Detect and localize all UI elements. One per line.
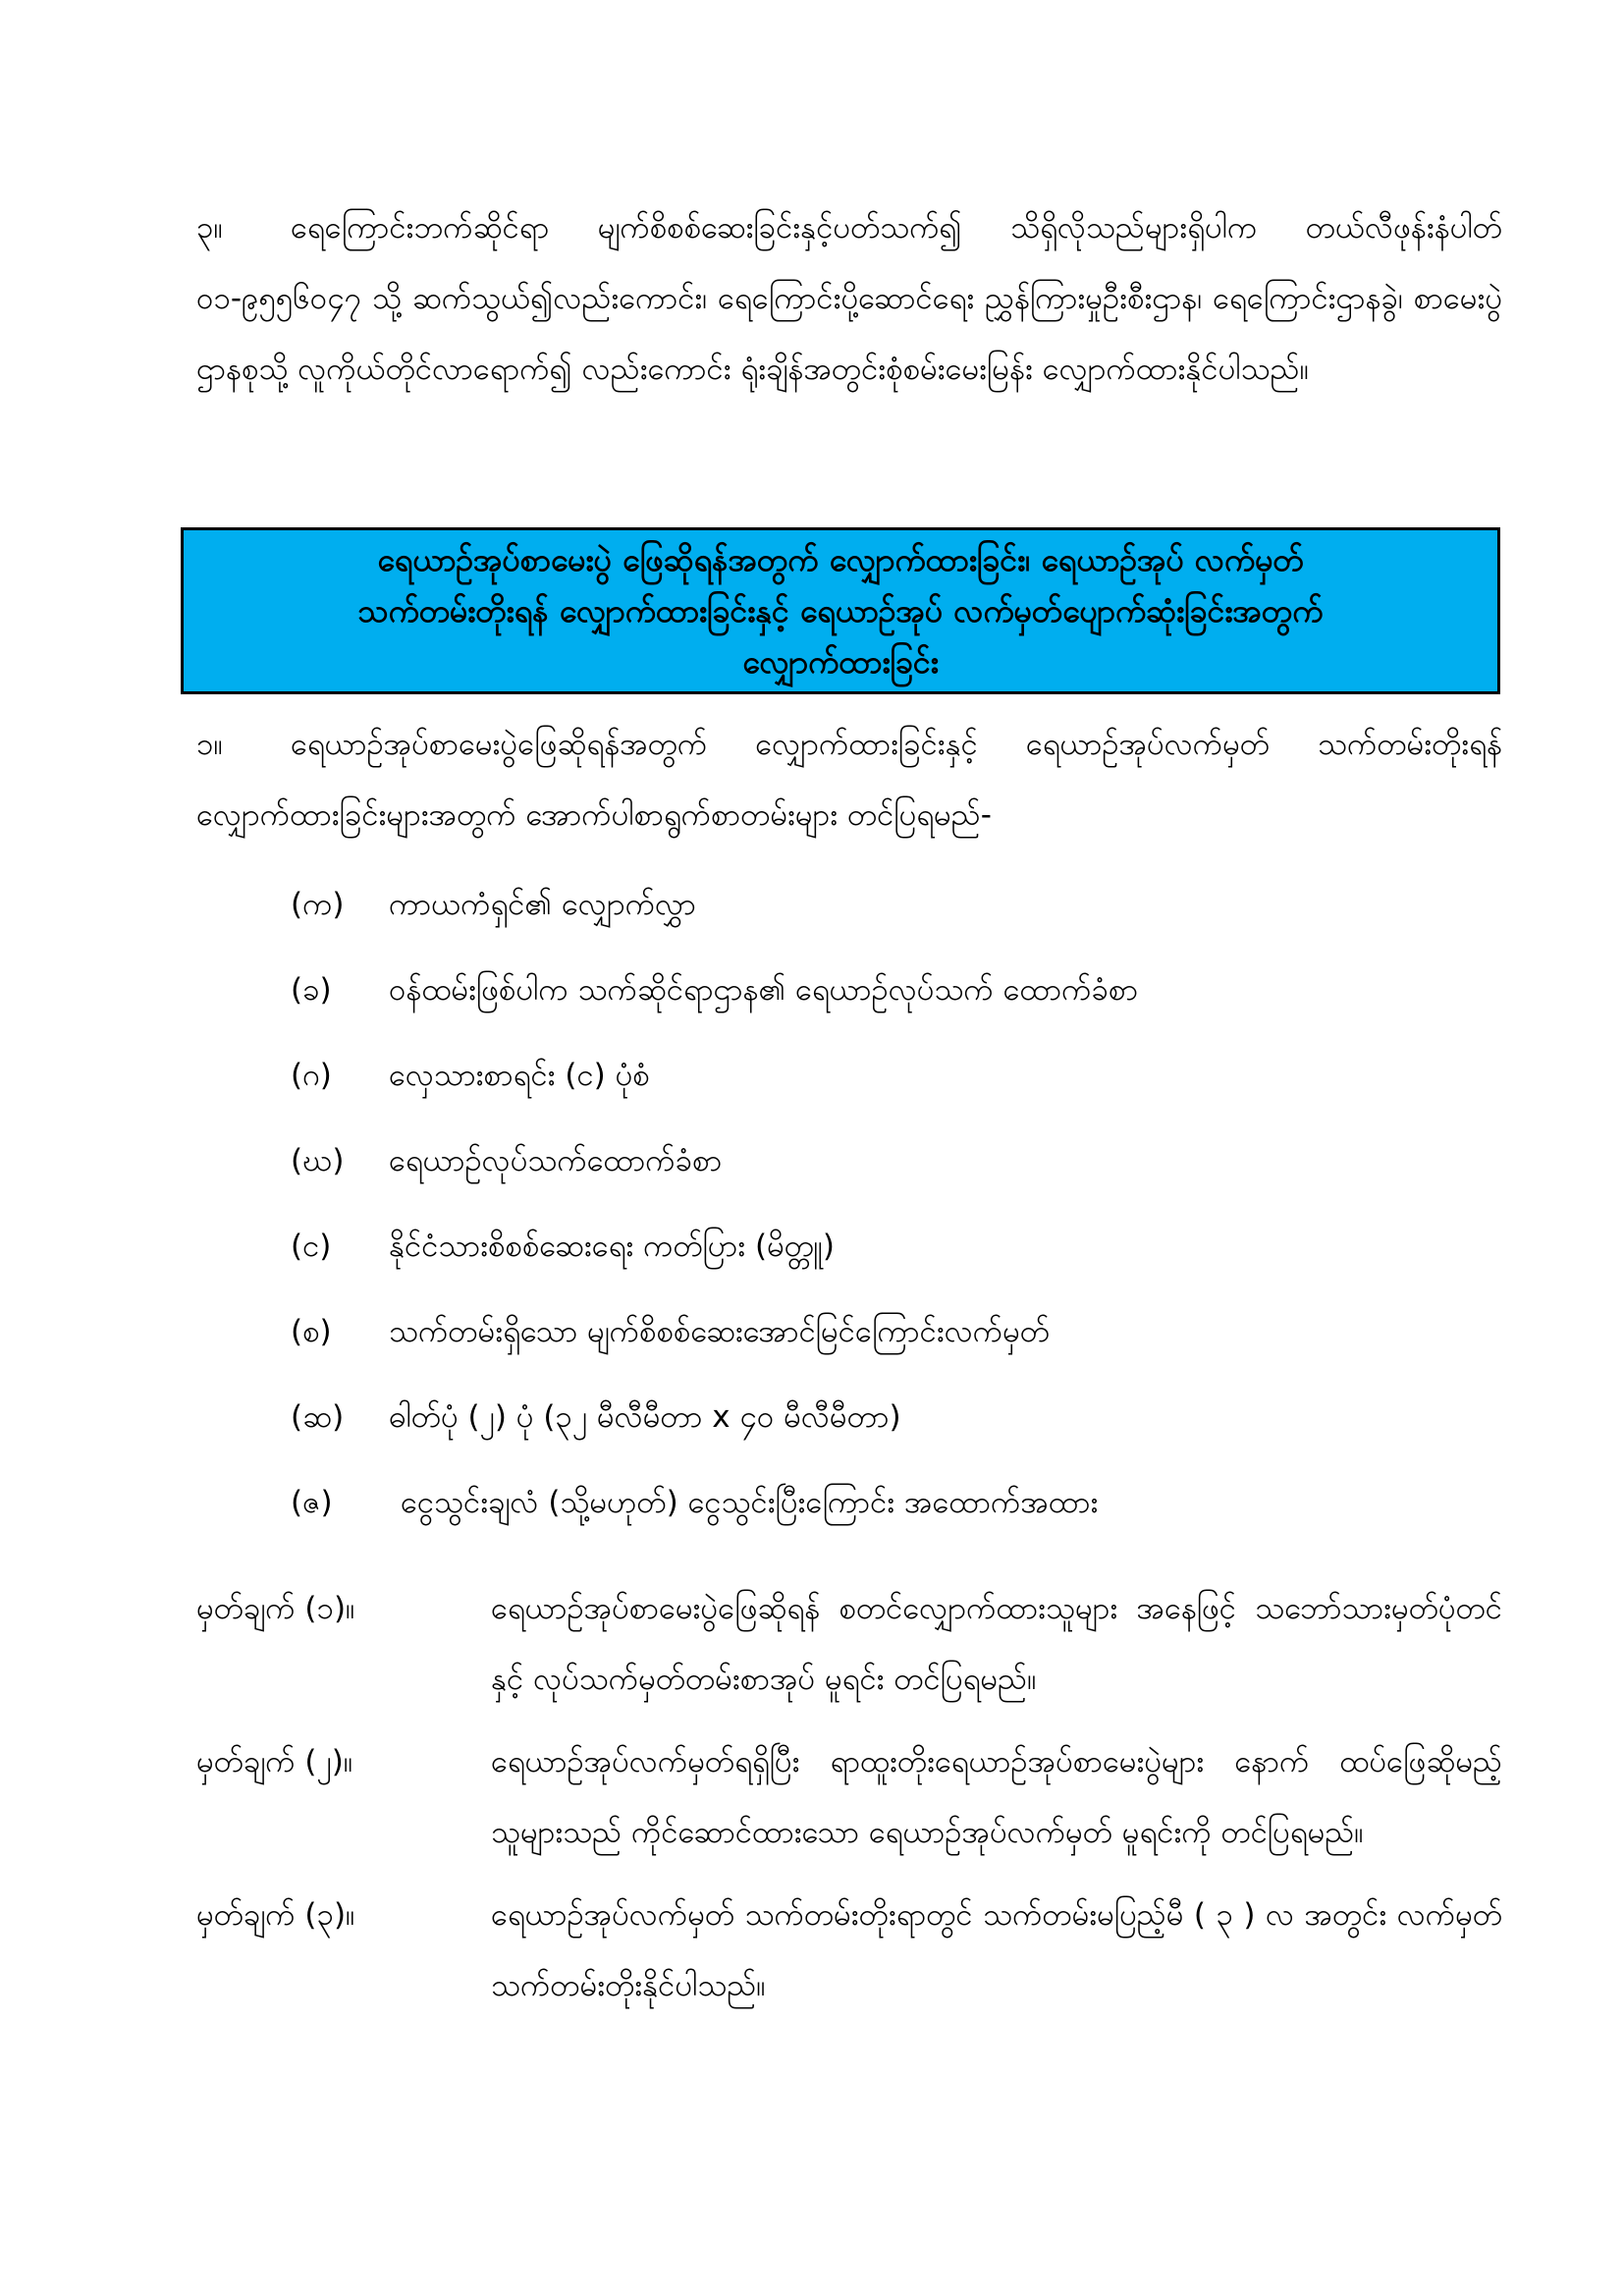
intro-paragraph [196,192,1502,405]
list-item-text: ဓါတ်ပုံ (၂) ပုံ (၃၂ မီလီမီတာ x ၄၀ မီလီမီတာ) [389,1398,901,1435]
note-item [196,1726,1502,1868]
list-marker: (ဂ) [291,1057,332,1093]
list-marker: (ခ) [291,971,332,1008]
note-item [196,1573,1502,1715]
section-heading-box [181,527,1500,694]
list-item-text: နိုင်ငံသားစိစစ်ဆေးရေး ကတ်ပြား (မိတ္တူ) [389,1228,836,1264]
list-item-text: သက်တမ်းရှိသော မျက်စိစစ်ဆေးအောင်မြင်ကြောင်းလက်မှတ် [389,1313,1050,1349]
heading-line-2: သက်တမ်းတိုးရန် လျှောက်ထားခြင်းနှင့် ရေယာဉ်အုပ် လက်မှတ်ပျောက်ဆုံးခြင်းအတွက် [357,592,1324,629]
note-label: မှတ်ချက် (၂)။ [196,1744,353,1779]
list-item-text: ငွေသွင်းချလံ (သို့မဟုတ်) ငွေသွင်းပြီးကြောင်း အထောက်အထား [401,1484,1099,1520]
paragraph-number: ၃။ [196,210,223,246]
list-marker: (က) [291,886,345,922]
list-item [291,1462,1469,1548]
note-label: မှတ်ချက် (၁)။ [196,1591,355,1626]
list-item-text: ဝန်ထမ်းဖြစ်ပါက သက်ဆိုင်ရာဌာန၏ ရေယာဉ်လုပ်သက် ထောက်ခံစာ [389,971,1139,1008]
paragraph-text: ရေယာဉ်အုပ်စာမေးပွဲဖြေဆိုရန်အတွက် လျှောက်ထားခြင်းနှင့် ရေယာဉ်အုပ်လက်မှတ် သက်တမ်းတိုးရန် လျှောက်ထားခြင်းများအတွက် အောက်ပါစာရွက်စာတမ်းများ တင်ပြရမည်- [196,727,1502,833]
note-label: မှတ်ချက် (၃)။ [196,1897,355,1933]
required-documents-list [291,864,1469,1548]
heading-line-1: ရေယာဉ်အုပ်စာမေးပွဲ ဖြေဆိုရန်အတွက် လျှောက်ထားခြင်း၊ ရေယာဉ်အုပ် လက်မှတ် [377,541,1304,578]
heading-line-3: လျှောက်ထားခြင်း [742,643,939,681]
list-marker: (ဇ) [291,1484,333,1520]
list-item [291,1377,1469,1462]
note-item [196,1880,1502,2021]
list-marker: (စ) [291,1313,332,1349]
list-item-text: ရေယာဉ်လုပ်သက်ထောက်ခံစာ [389,1142,723,1178]
list-item [291,864,1469,950]
list-marker: (င) [291,1228,332,1264]
list-item-text: လှေသားစာရင်း (င) ပုံစံ [389,1057,650,1093]
list-item [291,1035,1469,1121]
notes-section [196,1573,1502,2021]
note-text: ရေယာဉ်အုပ်စာမေးပွဲဖြေဆိုရန် စတင်လျှောက်ထားသူများ အနေဖြင့် သဘော်သားမှတ်ပုံတင်နှင့် လုပ်သက်မှတ်တမ်းစာအုပ် မူရင်း တင်ပြရမည်။ [491,1591,1502,1697]
list-item [291,1121,1469,1206]
note-text: ရေယာဉ်အုပ်လက်မှတ် သက်တမ်းတိုးရာတွင် သက်တမ်းမပြည့်မီ ( ၃ ) လ အတွင်း လက်မှတ်သက်တမ်းတိုးနိုင်ပါသည်။ [491,1897,1502,2003]
note-text: ရေယာဉ်အုပ်လက်မှတ်ရရှိပြီး ရာထူးတိုးရေယာဉ်အုပ်စာမေးပွဲများ နောက် ထပ်ဖြေဆိုမည့်သူများသည် ကိုင်ဆောင်ထားသော ရေယာဉ်အုပ်လက်မှတ် မူရင်းကို တင်ပြရမည်။ [491,1744,1502,1850]
paragraph-text: ရေကြောင်းဘက်ဆိုင်ရာ မျက်စိစစ်ဆေးခြင်းနှင့်ပတ်သက်၍ သိရှိလိုသည်များရှိပါက တယ်လီဖုန်းနံပါတ် ၀၁-၉၅၅၆၀၄၇ သို့ ဆက်သွယ်၍လည်းကောင်း၊ ရေကြောင်းပို့ဆောင်ရေး ညွှန်ကြားမှုဦးစီးဌာန၊ ရေကြောင်းဌာနခွဲ၊ စာမေးပွဲဌာနစုသို့ လူကိုယ်တိုင်လာရောက်၍ လည်းကောင်း ရုံးချိန်အတွင်းစုံစမ်းမေးမြန်း လျှောက်ထားနိုင်ပါသည်။ [196,210,1502,387]
list-item [291,1291,1469,1377]
section-paragraph [196,709,1502,850]
list-item [291,950,1469,1035]
list-item [291,1206,1469,1291]
list-marker: (ဆ) [291,1398,345,1435]
list-item-text: ကာယကံရှင်၏ လျှောက်လွှာ [389,886,696,922]
list-marker: (ဃ) [291,1142,345,1178]
paragraph-number: ၁။ [196,727,223,762]
